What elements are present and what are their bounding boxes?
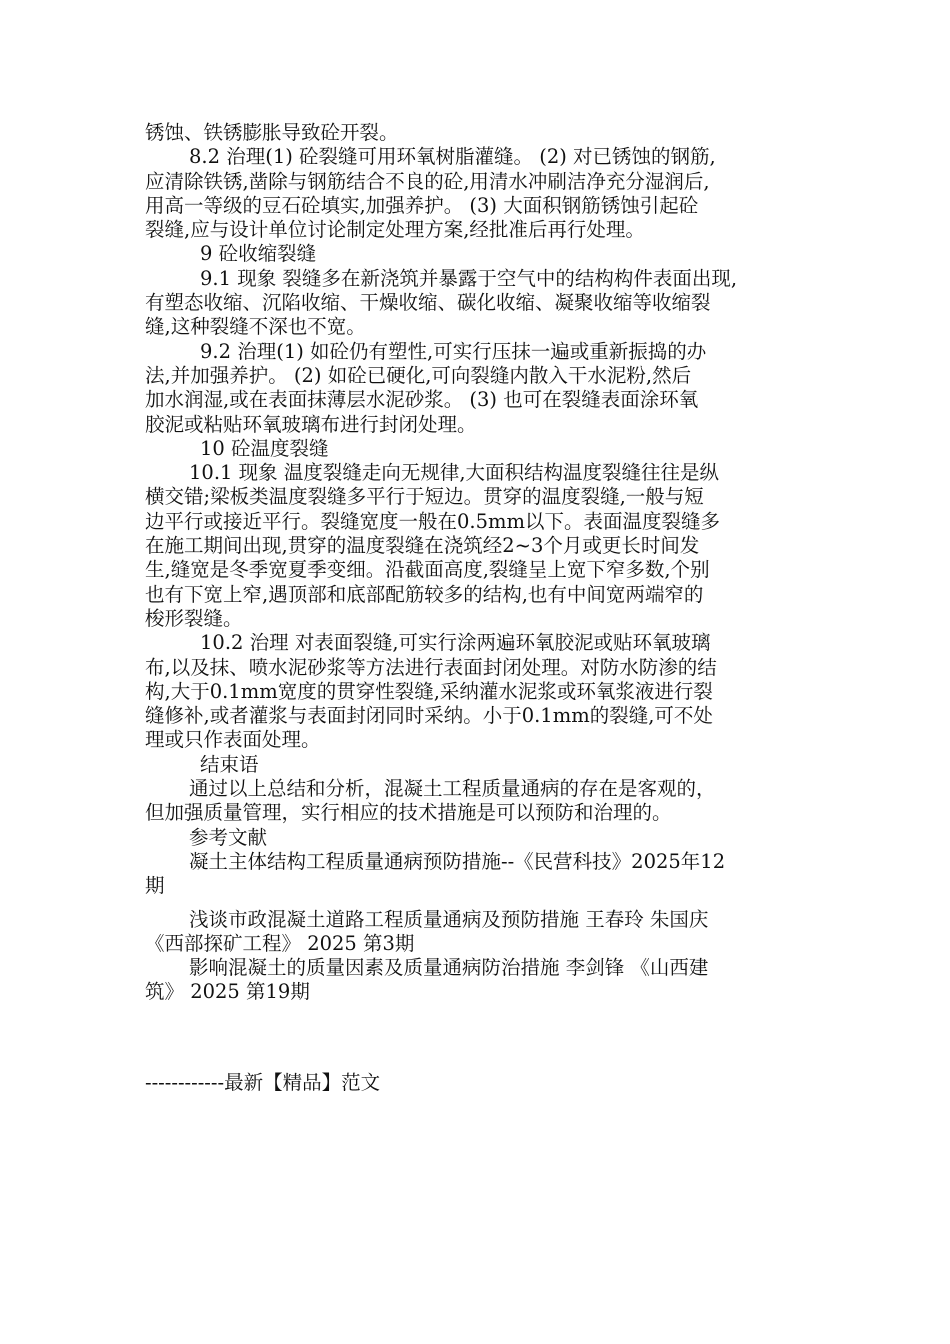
paragraph-9-1: 9.1 现象 裂缝多在新浇筑并暴露于空气中的结构构件表面出现,	[200, 266, 738, 290]
text-line: 加水润湿,或在表面抹薄层水泥砂浆。 (3) 也可在裂缝表面涂环氧	[145, 388, 699, 412]
text-line: 构,大于0.1mm宽度的贯穿性裂缝,采纳灌水泥浆或环氧浆液进行裂	[145, 679, 713, 703]
reference-item-2: 浅谈市政混凝土道路工程质量通病及预防措施 王春玲 朱国庆	[189, 907, 709, 931]
text-line: 生,缝宽是冬季宽夏季变细。沿截面高度,裂缝呈上宽下窄多数,个别	[145, 558, 710, 582]
text-line: 横交错;梁板类温度裂缝多平行于短边。贯穿的温度裂缝,一般与短	[145, 485, 704, 509]
paragraph-9-2: 9.2 治理(1) 如砼仍有塑性,可实行压抹一遍或重新振捣的办	[200, 339, 707, 363]
text-line: 边平行或接近平行。裂缝宽度一般在0.5mm以下。表面温度裂缝多	[145, 509, 720, 533]
text-line: 筑》 2025 第19期	[145, 980, 310, 1004]
text-line: 理或只作表面处理。	[145, 728, 321, 752]
section-heading-10: 10 砼温度裂缝	[200, 436, 329, 460]
text-line: 裂缝,应与设计单位讨论制定处理方案,经批准后再行处理。	[145, 218, 645, 242]
text-line: 期	[145, 874, 165, 898]
paragraph-10-1: 10.1 现象 温度裂缝走向无规律,大面积结构温度裂缝往往是纵	[189, 461, 720, 485]
section-heading-9: 9 砼收缩裂缝	[200, 242, 317, 266]
text-line: 也有下宽上窄,遇顶部和底部配筋较多的结构,也有中间宽两端窄的	[145, 582, 704, 606]
conclusion-paragraph: 通过以上总结和分析，混凝土工程质量通病的存在是客观的，	[189, 777, 716, 801]
text-line: 但加强质量管理，实行相应的技术措施是可以预防和治理的。	[145, 801, 672, 825]
text-line: 用高一等级的豆石砼填实,加强养护。 (3) 大面积钢筋锈蚀引起砼	[145, 193, 699, 217]
text-line: 锈蚀、铁锈膨胀导致砼开裂。	[145, 121, 399, 144]
text-line: 布,以及抹、喷水泥砂浆等方法进行表面封闭处理。对防水防渗的结	[145, 655, 717, 679]
document-body	[145, 121, 813, 1005]
reference-item-1: 凝土主体结构工程质量通病预防措施--《民营科技》2025年12	[189, 849, 726, 873]
page-footer: ------------最新【精品】范文	[145, 1071, 381, 1094]
text-line: 梭形裂缝。	[145, 606, 243, 630]
text-line: 应清除铁锈,凿除与钢筋结合不良的砼,用清水冲刷洁净充分湿润后,	[145, 169, 710, 193]
paragraph-8-2: 8.2 治理(1) 砼裂缝可用环氧树脂灌缝。 (2) 对已锈蚀的钢筋,	[189, 145, 716, 169]
reference-item-3: 影响混凝土的质量因素及质量通病防治措施 李剑锋 《山西建	[189, 956, 709, 980]
paragraph-10-2: 10.2 治理 对表面裂缝,可实行涂两遍环氧胶泥或贴环氧玻璃	[200, 631, 711, 655]
references-heading: 参考文献	[189, 825, 268, 849]
text-line: 缝,这种裂缝不深也不宽。	[145, 315, 366, 339]
text-line: 在施工期间出现,贯穿的温度裂缝在浇筑经2~3个月或更长时间发	[145, 534, 700, 558]
text-line: 胶泥或粘贴环氧玻璃布进行封闭处理。	[145, 412, 477, 436]
text-line: 法,并加强养护。 (2) 如砼已硬化,可向裂缝内散入干水泥粉,然后	[145, 363, 692, 387]
conclusion-heading: 结束语	[200, 752, 259, 776]
text-line: 缝修补,或者灌浆与表面封闭同时采纳。小于0.1mm的裂缝,可不处	[145, 704, 713, 728]
text-line: 《西部探矿工程》 2025 第3期	[145, 931, 415, 955]
text-line: 有塑态收缩、沉陷收缩、干燥收缩、碳化收缩、凝聚收缩等收缩裂	[145, 291, 711, 315]
